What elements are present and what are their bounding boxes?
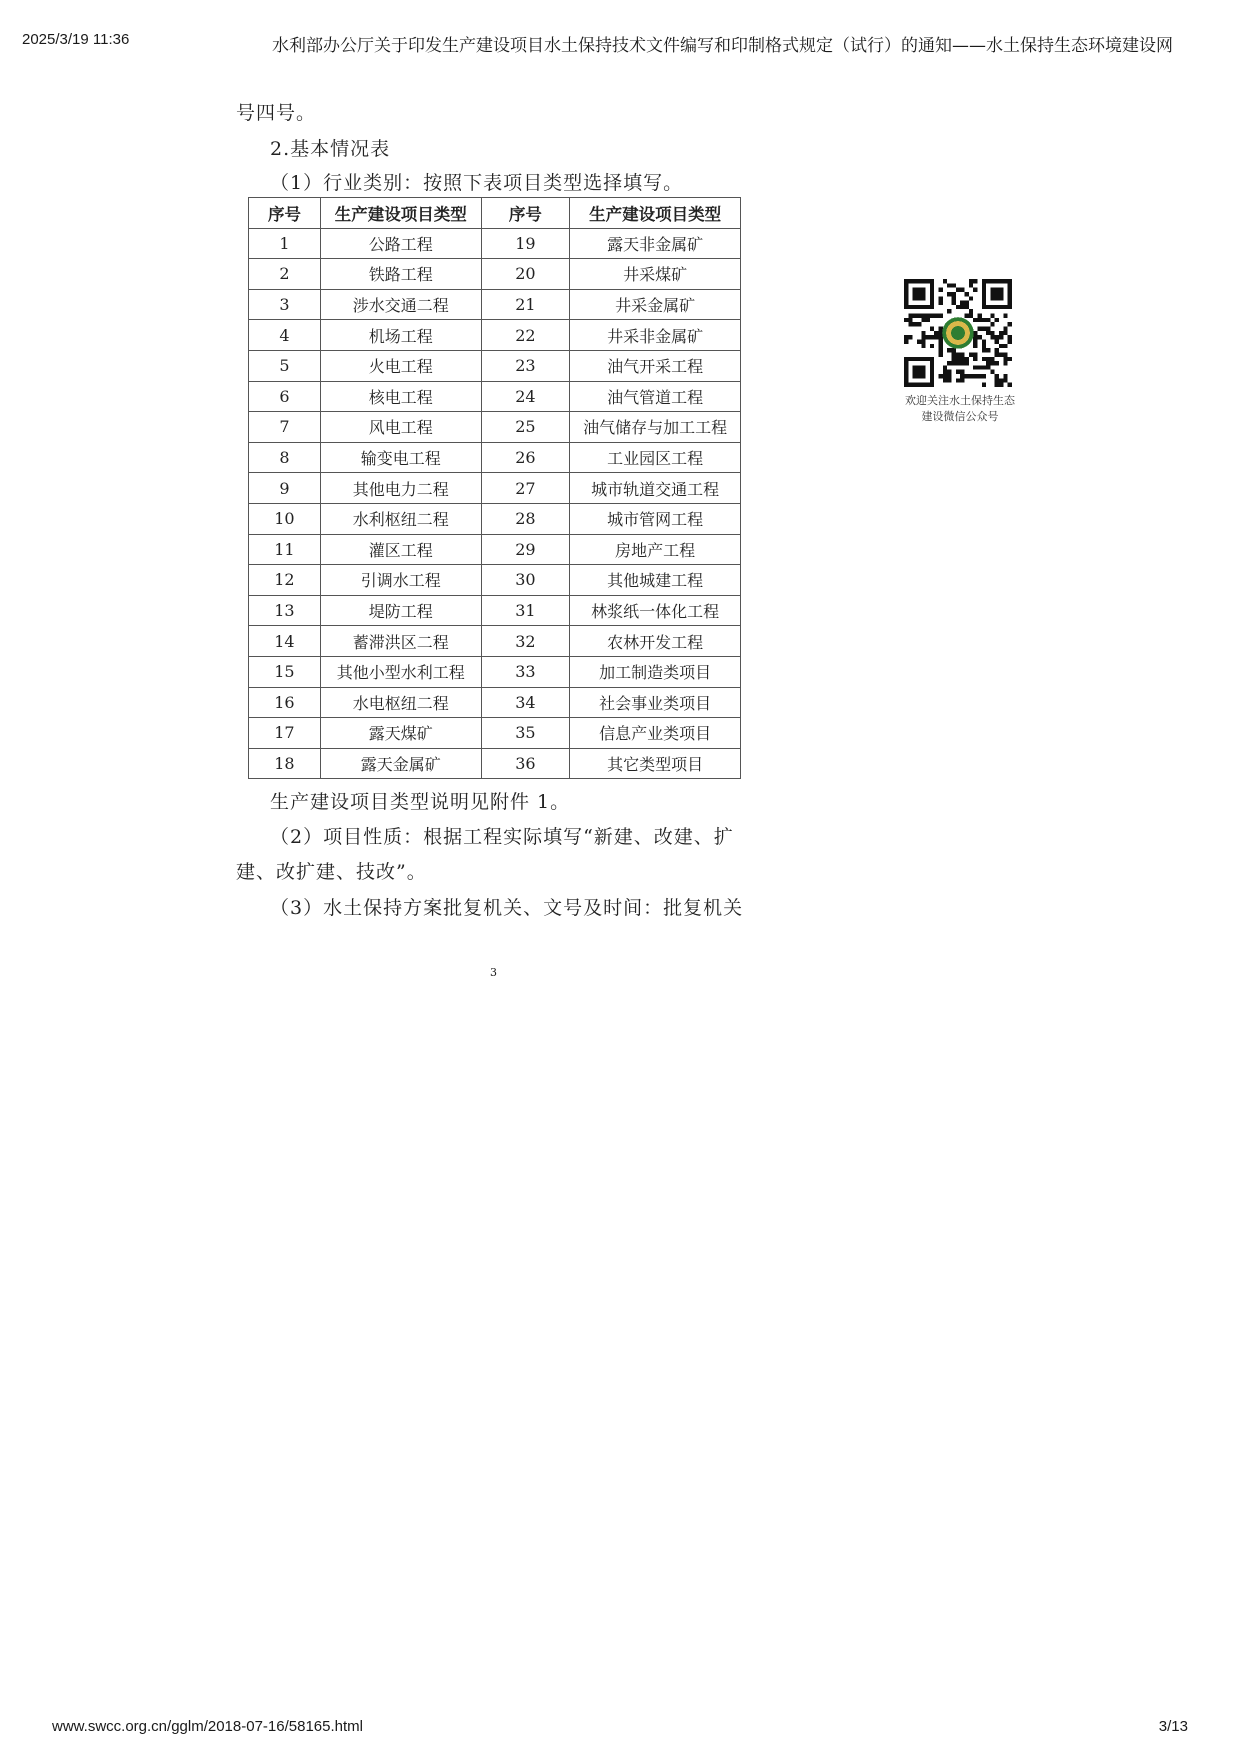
project-type-cell: 公路工程	[320, 228, 481, 259]
row-number-cell: 14	[249, 626, 321, 657]
project-type-cell: 城市轨道交通工程	[570, 473, 741, 504]
body-line-1: 号四号。	[236, 102, 317, 124]
project-type-cell: 露天煤矿	[320, 718, 481, 749]
page-number: 3	[490, 966, 497, 979]
project-type-cell: 风电工程	[320, 412, 481, 443]
row-number-cell: 12	[249, 565, 321, 596]
table-row	[249, 289, 741, 320]
project-type-cell: 井采非金属矿	[570, 320, 741, 351]
row-number-cell: 6	[249, 381, 321, 412]
row-number-cell: 33	[481, 656, 570, 687]
table-row	[249, 626, 741, 657]
page-title: 水利部办公厅关于印发生产建设项目水土保持技术文件编写和印制格式规定（试行）的通知——水土保持生态环境建设网	[272, 36, 1173, 56]
row-number-cell: 2	[249, 259, 321, 290]
project-type-cell: 露天非金属矿	[570, 228, 741, 259]
row-number-cell: 1	[249, 228, 321, 259]
row-number-cell: 11	[249, 534, 321, 565]
project-type-cell: 房地产工程	[570, 534, 741, 565]
row-number-cell: 36	[481, 748, 570, 779]
qr-code-icon	[904, 279, 1012, 387]
row-number-cell: 30	[481, 565, 570, 596]
table-row	[249, 259, 741, 290]
table-row	[249, 687, 741, 718]
table-row	[249, 503, 741, 534]
project-type-cell: 其他城建工程	[570, 565, 741, 596]
project-type-cell: 油气储存与加工工程	[570, 412, 741, 443]
row-number-cell: 27	[481, 473, 570, 504]
row-number-cell: 18	[249, 748, 321, 779]
qr-caption	[880, 393, 1040, 425]
qr-caption-line-2: 建设微信公众号	[921, 410, 999, 423]
row-number-cell: 10	[249, 503, 321, 534]
project-type-cell: 输变电工程	[320, 442, 481, 473]
row-number-cell: 15	[249, 656, 321, 687]
project-type-cell: 蓄滞洪区二程	[320, 626, 481, 657]
project-type-cell: 井采煤矿	[570, 259, 741, 290]
row-number-cell: 32	[481, 626, 570, 657]
body-line-6: 建、改扩建、技改”。	[236, 861, 427, 883]
project-type-cell: 其他小型水利工程	[320, 656, 481, 687]
print-datetime: 2025/3/19 11:36	[22, 31, 130, 48]
table-row	[249, 748, 741, 779]
project-type-cell: 机场工程	[320, 320, 481, 351]
project-type-cell: 涉水交通二程	[320, 289, 481, 320]
project-type-cell: 引调水工程	[320, 565, 481, 596]
table-row	[249, 350, 741, 381]
project-type-cell: 社会事业类项目	[570, 687, 741, 718]
project-type-cell: 铁路工程	[320, 259, 481, 290]
project-type-cell: 城市管网工程	[570, 503, 741, 534]
table-row	[249, 228, 741, 259]
project-type-cell: 火电工程	[320, 350, 481, 381]
table-body	[249, 228, 741, 779]
project-type-cell: 其它类型项目	[570, 748, 741, 779]
table-header-row	[249, 198, 741, 229]
project-type-cell: 灌区工程	[320, 534, 481, 565]
body-line-3: （1）行业类别：按照下表项目类型选择填写。	[270, 172, 684, 194]
project-type-cell: 水利枢纽二程	[320, 503, 481, 534]
row-number-cell: 8	[249, 442, 321, 473]
row-number-cell: 25	[481, 412, 570, 443]
project-type-cell: 油气开采工程	[570, 350, 741, 381]
table-row	[249, 595, 741, 626]
row-number-cell: 22	[481, 320, 570, 351]
table-row	[249, 442, 741, 473]
project-type-cell: 露天金属矿	[320, 748, 481, 779]
project-type-table	[248, 197, 741, 779]
table-row	[249, 718, 741, 749]
header-cell: 序号	[481, 198, 570, 229]
row-number-cell: 29	[481, 534, 570, 565]
row-number-cell: 4	[249, 320, 321, 351]
row-number-cell: 7	[249, 412, 321, 443]
row-number-cell: 17	[249, 718, 321, 749]
footer-page-count: 3/13	[1158, 1718, 1188, 1735]
project-type-cell: 核电工程	[320, 381, 481, 412]
table-row	[249, 320, 741, 351]
project-type-cell: 其他电力二程	[320, 473, 481, 504]
row-number-cell: 20	[481, 259, 570, 290]
project-type-cell: 油气管道工程	[570, 381, 741, 412]
section-heading: 2.基本情况表	[270, 138, 391, 160]
table-row	[249, 656, 741, 687]
project-type-cell: 信息产业类项目	[570, 718, 741, 749]
table-row	[249, 473, 741, 504]
footer-url: www.swcc.org.cn/gglm/2018-07-16/58165.html	[52, 1718, 363, 1735]
row-number-cell: 19	[481, 228, 570, 259]
header-cell: 生产建设项目类型	[570, 198, 741, 229]
row-number-cell: 9	[249, 473, 321, 504]
body-line-7: （3）水土保持方案批复机关、文号及时间：批复机关	[270, 897, 744, 919]
row-number-cell: 3	[249, 289, 321, 320]
header-cell: 序号	[249, 198, 321, 229]
table-row	[249, 565, 741, 596]
row-number-cell: 31	[481, 595, 570, 626]
row-number-cell: 26	[481, 442, 570, 473]
header-cell: 生产建设项目类型	[320, 198, 481, 229]
body-line-5: （2）项目性质：根据工程实际填写“新建、改建、扩	[270, 826, 734, 848]
body-line-4: 生产建设项目类型说明见附件 1。	[270, 791, 571, 813]
table-row	[249, 381, 741, 412]
table-row	[249, 534, 741, 565]
row-number-cell: 13	[249, 595, 321, 626]
project-type-cell: 加工制造类项目	[570, 656, 741, 687]
project-type-cell: 堤防工程	[320, 595, 481, 626]
project-type-cell: 工业园区工程	[570, 442, 741, 473]
qr-caption-line-1: 欢迎关注水土保持生态	[905, 394, 1015, 407]
row-number-cell: 16	[249, 687, 321, 718]
row-number-cell: 21	[481, 289, 570, 320]
row-number-cell: 35	[481, 718, 570, 749]
project-type-cell: 农林开发工程	[570, 626, 741, 657]
project-type-cell: 水电枢纽二程	[320, 687, 481, 718]
row-number-cell: 24	[481, 381, 570, 412]
table-row	[249, 412, 741, 443]
project-type-cell: 井采金属矿	[570, 289, 741, 320]
project-type-cell: 林浆纸一体化工程	[570, 595, 741, 626]
row-number-cell: 23	[481, 350, 570, 381]
row-number-cell: 28	[481, 503, 570, 534]
row-number-cell: 34	[481, 687, 570, 718]
row-number-cell: 5	[249, 350, 321, 381]
